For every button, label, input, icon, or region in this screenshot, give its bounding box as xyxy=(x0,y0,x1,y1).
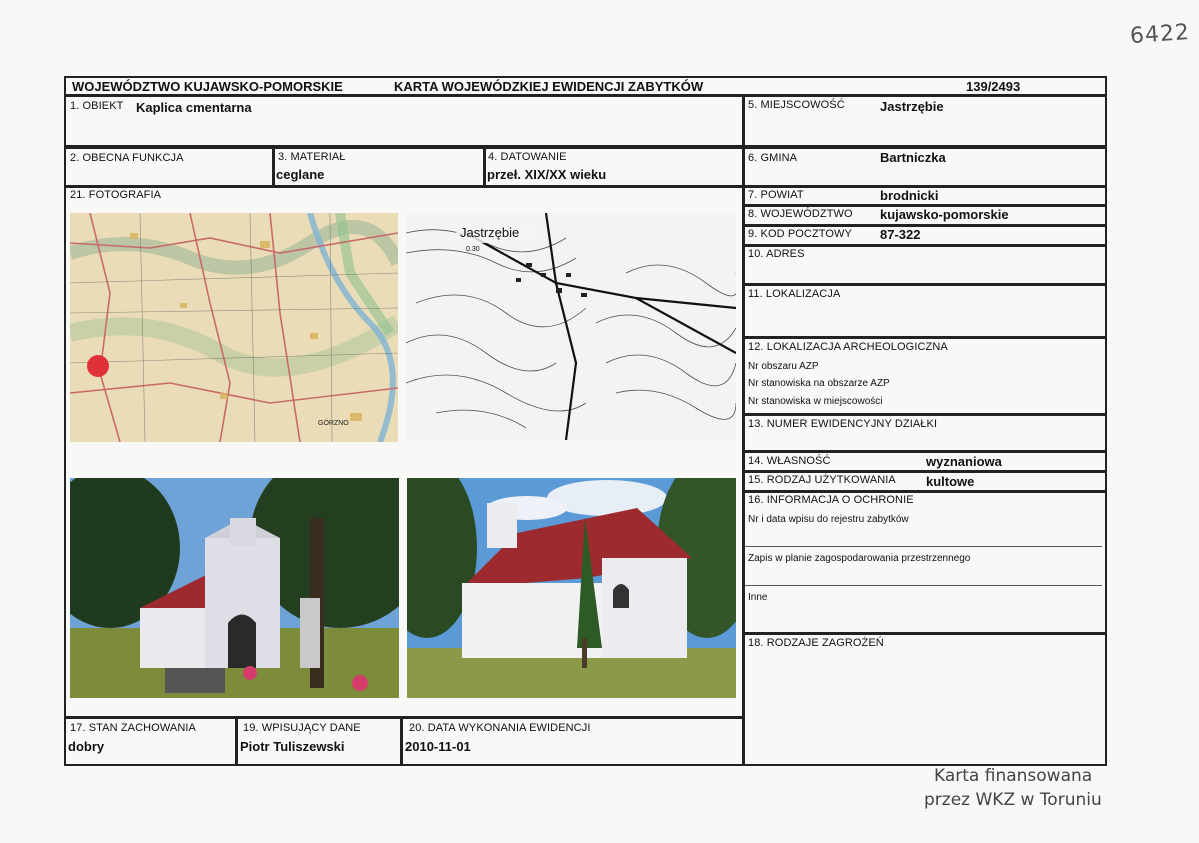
wlasnosc-value: wyznaniowa xyxy=(926,454,1002,469)
lokalizacja-label: 11. LOKALIZACJA xyxy=(748,288,841,300)
stamp-line-1: Karta finansowana xyxy=(934,766,1093,786)
ochrona-line-2: Zapis w planie zagospodarowania przestrzennego xyxy=(748,553,971,564)
material-value: ceglane xyxy=(276,167,325,182)
wpisujacy-value: Piotr Tuliszewski xyxy=(240,739,345,754)
topo-elevation-label: 0.30 xyxy=(466,246,480,253)
ochrona-line-1: Nr i data wpisu do rejestru zabytków xyxy=(748,514,909,525)
topo-town-label: Jastrzębie xyxy=(460,225,520,240)
adres-label: 10. ADRES xyxy=(748,248,805,260)
datowanie-value: przeł. XIX/XX wieku xyxy=(487,167,607,182)
funkcja-label: 2. OBECNA FUNKCJA xyxy=(70,152,184,164)
wlasnosc-label: 14. WŁASNOŚĆ xyxy=(748,455,831,467)
powiat-label: 7. POWIAT xyxy=(748,189,804,201)
dzialka-label: 13. NUMER EWIDENCYJNY DZIAŁKI xyxy=(748,418,938,430)
material-label: 3. MATERIAŁ xyxy=(278,151,346,163)
ochrona-label: 16. INFORMACJA O OCHRONIE xyxy=(748,494,914,506)
ochrona-line-3: Inne xyxy=(748,592,768,603)
stan-label: 17. STAN ZACHOWANIA xyxy=(70,722,196,734)
kod-value: 87-322 xyxy=(880,227,921,242)
regional-map-photo xyxy=(70,213,398,442)
kod-label: 9. KOD POCZTOWY xyxy=(748,228,852,240)
miejscowosc-label: 5. MIEJSCOWOŚĆ xyxy=(748,99,845,111)
archeo-line-1: Nr obszaru AZP xyxy=(748,361,819,372)
header-number: 139/2493 xyxy=(966,79,1021,94)
fotografia-label: 21. FOTOGRAFIA xyxy=(70,189,162,201)
stamp-line-2: przez WKZ w Toruniu xyxy=(924,790,1102,810)
obiekt-value: Kaplica cmentarna xyxy=(136,100,252,115)
ochrona-separator-1 xyxy=(745,546,1102,547)
powiat-value: brodnicki xyxy=(880,188,939,203)
data-label: 20. DATA WYKONANIA EWIDENCJI xyxy=(409,722,591,734)
header-region: WOJEWÓDZTWO KUJAWSKO-POMORSKIE xyxy=(72,79,343,94)
location-marker-icon xyxy=(87,355,109,377)
uzytkowanie-value: kultowe xyxy=(926,474,975,489)
wojewodztwo-value: kujawsko-pomorskie xyxy=(880,207,1009,222)
stan-value: dobry xyxy=(68,739,105,754)
obiekt-label: 1. OBIEKT xyxy=(70,100,124,112)
region-town-label: GÓRZNO xyxy=(318,420,349,427)
header-title: KARTA WOJEWÓDZKIEJ EWIDENCJI ZABYTKÓW xyxy=(394,79,704,94)
topographic-map-photo xyxy=(406,213,736,440)
wojewodztwo-label: 8. WOJEWÓDZTWO xyxy=(748,208,853,220)
gmina-value: Bartniczka xyxy=(880,150,946,165)
field-zagrozenia xyxy=(743,633,1107,766)
chapel-front-photo xyxy=(70,478,399,698)
handwritten-number: 6422 xyxy=(1129,19,1191,50)
archeo-label: 12. LOKALIZACJA ARCHEOLOGICZNA xyxy=(748,341,948,353)
ochrona-separator-2 xyxy=(745,585,1102,586)
miejscowosc-value: Jastrzębie xyxy=(880,99,944,114)
data-value: 2010-11-01 xyxy=(405,739,471,754)
gmina-label: 6. GMINA xyxy=(748,152,798,164)
uzytkowanie-label: 15. RODZAJ UŻYTKOWANIA xyxy=(748,474,896,486)
archeo-line-3: Nr stanowiska w miejscowości xyxy=(748,396,883,407)
archeo-line-2: Nr stanowiska na obszarze AZP xyxy=(748,378,890,389)
wpisujacy-label: 19. WPISUJĄCY DANE xyxy=(243,722,361,734)
chapel-side-photo xyxy=(407,478,736,698)
datowanie-label: 4. DATOWANIE xyxy=(488,151,567,163)
zagrozenia-label: 18. RODZAJE ZAGROŻEŃ xyxy=(748,637,884,649)
